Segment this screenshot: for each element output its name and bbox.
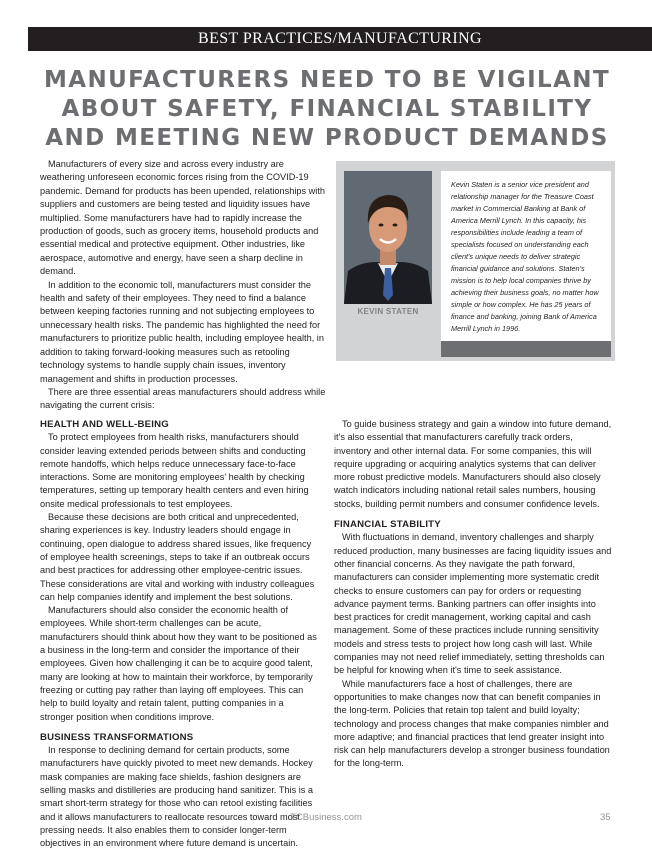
body-paragraph: While manufacturers face a host of challenges, there are opportunities to make changes now that can benefit companies in the long-term. Policies that retain top talent and build loyalty; technology and process changes that make companies nimbler and more adaptive; and financial practices that lend greater insight into risk can help manufacturers develop a stronger business foundation for the long-term. — [334, 678, 610, 769]
column-right — [334, 418, 612, 771]
section-heading-health: HEALTH AND WELL-BEING — [40, 419, 169, 430]
bio-box — [441, 171, 611, 341]
author-portrait-image — [344, 171, 432, 304]
author-photo — [344, 171, 432, 304]
body-paragraph-continued: To guide business strategy and gain a window into future demand, it's also essential that manufacturers carefully track orders, inventory and other internal data. For some companies, this will require upgrading or acquiring analytics systems that can deliver more robust predictive models. Manufacturers should also closely watch indicators including national retail sales numbers, housing stocks, building permit numbers and consumer confidence levels. — [334, 419, 612, 509]
body-paragraph: To protect employees from health risks, manufacturers should consider leaving extended periods between shifts and conducting remote handoffs, which helps reduce unnecessary face-to-face interactions. Some are monitoring employees' health by checking temperatures, setting up temporary health centers and even hiring onsite medical professionals to test employees. — [40, 432, 309, 509]
intro-paragraph: In addition to the economic toll, manufacturers must consider the health and safety of their employees. They need to find a balance between keeping factories running and not subjecting employees to unnecessary health risks. The pandemic has highlighted the need for manufacturers to prioritize public health, including employee health, in addition to taking forward-looking measures such as retooling technology systems to handle supply chain issues, inventory management and shifts in production processes. — [40, 279, 324, 384]
column-left — [40, 418, 318, 849]
footer-site-link[interactable]: TCBusiness.com — [290, 812, 362, 823]
section-header — [28, 27, 652, 51]
author-sidebar — [336, 161, 615, 361]
body-paragraph: Because these decisions are both critical and unprecedented, sharing experiences is key. Industry leaders should engage in continuing, open dialogue to address shared issues, like frequency of employee health screenings, steps to take if an outbreak occurs and best practices for addressing other employee-centric issues. These considerations are vital and working with industry colleagues can help companies identify and implement the best solutions. — [40, 512, 315, 602]
sidebar-divider — [441, 341, 611, 357]
page-number: 35 — [600, 812, 611, 823]
section-label: BEST PRACTICES/MANUFACTURING — [198, 30, 482, 47]
photo-caption: KEVIN STATEN — [357, 307, 419, 316]
article-intro — [40, 158, 330, 413]
section-heading-financial: FINANCIAL STABILITY — [334, 519, 441, 531]
body-paragraph: Manufacturers should also consider the economic health of employees. While short-term challenges can be acute, manufacturers should think about how they want to be positioned as a business in the long-term and consider the importance of their employees. Given how challenging it can be to acquire good talent, many are looking at how to maintain their workforce, by temporarily freezing or cutting pay rather than laying off employees. This can help to build loyalty and retain talent, putting companies in a stronger position when conditions improve. — [40, 605, 317, 722]
body-paragraph: With fluctuations in demand, inventory challenges and sharply reduced production, many businesses are facing liquidity issues and other financial concerns. As they navigate the path forward, manufacturers can consider implementing more systematic credit checks to ensure customers can pay for orders or requesting advance payment terms. Banking partners can offer insights into best practices for credit management, working capital and cash management. Some of these practices include running sensitivity models and stress tests to project how long cash will last. While companies may not need relief immediately, setting thresholds can be helpful for knowing when it's time to seek assistance. — [334, 532, 612, 676]
article-headline: MANUFACTURERS NEED TO BE VIGILANT ABOUT SAFETY, FINANCIAL STABILITY AND MEETING NEW PRODUCT DEMANDS — [43, 67, 611, 151]
section-heading-business: BUSINESS TRANSFORMATIONS — [40, 731, 194, 743]
author-bio: Kevin Staten is a senior vice president and relationship manager for the Treasure Coast market in Commercial Banking at Bank of America Merrill Lynch. In this capacity, his responsibilities include leading a team of specialists focused on understanding each client's unique needs to deliver strategic financial guidance and solutions. Staten's mission is to help local companies thrive by achieving their business goals, no matter how simple or how complex. He has 25 years of finance and banking, joining Bank of America Merrill Lynch in 1996. — [451, 180, 599, 333]
body-paragraph: In response to declining demand for certain products, some manufacturers have quickly pivoted to meet new demands. Hockey mask companies are making face shields, fashion designers are selling masks and distilleries are producing hand sanitizer. This is a smart short-term strategy for those who can retool existing facilities and it allows manufacturers to reallocate resources toward most pressing needs. It also enables them to consider longer-term objectives in an environment where future demand is uncertain. — [40, 745, 314, 849]
intro-paragraph: Manufacturers of every size and across every industry are weathering unforeseen economic forces rising from the COVID-19 pandemic. Demand for products has been upended, relationships with suppliers and customers are being tested and liquidity issues have multiplied. Some manufacturers have had to rapidly increase the production of goods, such as grocery items, household products and essential medical and protective equipment. Other industries, like aerospace, automotive and energy, have seen a sharp decline in demand. — [40, 159, 325, 277]
intro-paragraph: There are three essential areas manufacturers should address while navigating the current crisis: — [40, 386, 326, 411]
